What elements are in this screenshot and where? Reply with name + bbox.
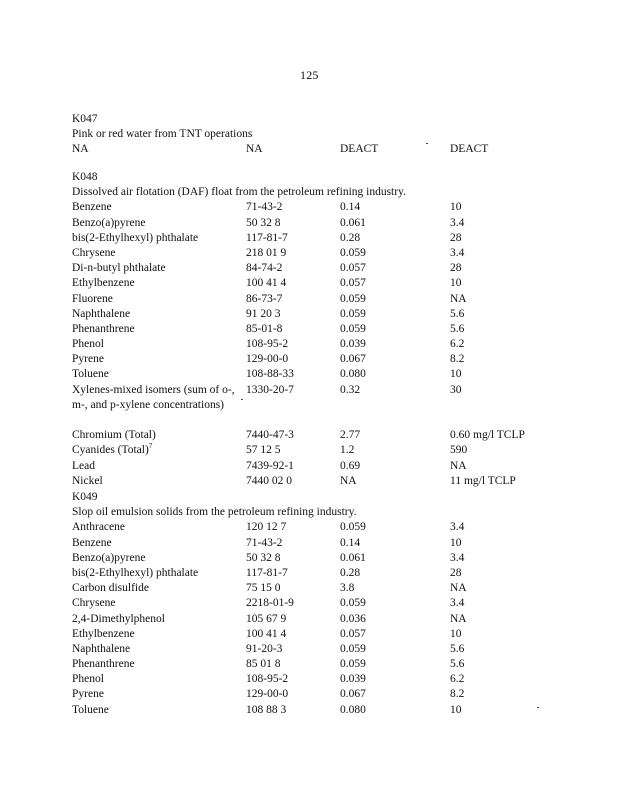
scan-speck [537, 707, 539, 708]
nonwastewater-standard: 10 [450, 368, 462, 381]
cas-number: 50 32 8 [246, 551, 281, 564]
nonwastewater-standard: 10 [450, 703, 462, 716]
cas-number: 57 12 5 [246, 444, 281, 457]
waste-section-k048 [72, 170, 552, 489]
wastewater-standard: 0.14 [340, 201, 361, 214]
wastewater-standard: NA [340, 474, 357, 487]
nonwastewater-standard: NA [450, 612, 467, 625]
constituent-name: Ethylbenzene [72, 627, 135, 640]
nonwastewater-standard: 5.6 [450, 307, 465, 320]
constituent-name: Naphthalene [72, 307, 131, 320]
nonwastewater-standard: 0.60 mg/l TCLP [450, 429, 525, 442]
table-row [72, 581, 552, 596]
table-row [72, 322, 552, 337]
constituent-name: Pyrene [72, 353, 104, 366]
waste-section-k047 [72, 112, 552, 158]
nonwastewater-standard: 28 [450, 231, 462, 244]
wastewater-standard: 0.059 [340, 642, 366, 655]
wastewater-standard: 0.067 [340, 353, 366, 366]
wastewater-standard: 0.69 [340, 459, 361, 472]
cas-number: 7440 02 0 [246, 474, 292, 487]
constituent-name: Benzo(a)pyrene [72, 216, 146, 229]
constituent-name: Carbon disulfide [72, 582, 149, 595]
constituent-name: Fluorene [72, 292, 113, 305]
scan-speck [426, 143, 428, 144]
nonwastewater-standard: NA [450, 459, 467, 472]
constituent-table [72, 200, 552, 489]
nonwastewater-standard: 10 [450, 201, 462, 214]
wastewater-standard: 0.059 [340, 521, 366, 534]
constituent-name: Naphthalene [72, 642, 131, 655]
constituent-name: bis(2-Ethylhexyl) phthalate [72, 566, 199, 579]
nonwastewater-standard: 6.2 [450, 673, 465, 686]
constituent-name: Toluene [72, 703, 109, 716]
constituent-name: Di-n-butyl phthalate [72, 262, 166, 275]
wastewater-standard: 0.067 [340, 688, 366, 701]
table-row [72, 443, 552, 458]
table-row [72, 337, 552, 352]
cas-number: 108 88 3 [246, 703, 287, 716]
cas-number: 117-81-7 [246, 231, 288, 244]
footnote-marker: 7 [148, 442, 153, 451]
table-row [72, 200, 552, 215]
constituent-name: Phenanthrene [72, 322, 135, 335]
nonwastewater-standard: 3.4 [450, 551, 465, 564]
constituent-table [72, 520, 552, 717]
table-row [72, 672, 552, 687]
table-row [72, 703, 552, 718]
nonwastewater-standard: 3.4 [450, 521, 465, 534]
cas-number: 117-81-7 [246, 566, 288, 579]
wastewater-standard: 0.061 [340, 551, 366, 564]
constituent-name: Benzene [72, 536, 112, 549]
nonwastewater-standard: 28 [450, 566, 462, 579]
wastewater-standard: 0.057 [340, 627, 366, 640]
table-row [72, 383, 552, 429]
cas-number: 86-73-7 [246, 292, 283, 305]
wastewater-standard: 0.059 [340, 658, 366, 671]
table-row [72, 657, 552, 672]
waste-code: K049 [72, 491, 98, 503]
cas-number: 91-20-3 [246, 642, 283, 655]
constituent-name: Chromium (Total) [72, 429, 156, 442]
table-row [72, 246, 552, 261]
constituent-name: Phenanthrene [72, 658, 135, 671]
wastewater-standard: 0.036 [340, 612, 366, 625]
nonwastewater-standard: 10 [450, 277, 462, 290]
nonwastewater-standard: 10 [450, 536, 462, 549]
wastewater-standard: 3.8 [340, 582, 355, 595]
wastewater-standard: 0.080 [340, 368, 366, 381]
waste-code: K048 [72, 171, 98, 183]
nonwastewater-standard: 11 mg/l TCLP [450, 474, 516, 487]
cas-number: 84-74-2 [246, 262, 283, 275]
cas-number: 1330-20-7 [246, 383, 294, 396]
table-row [72, 352, 552, 367]
cas-number: NA [246, 143, 263, 156]
wastewater-standard: 0.057 [340, 277, 366, 290]
table-row [72, 142, 552, 157]
table-row [72, 292, 552, 307]
wastewater-standard: 0.14 [340, 536, 361, 549]
cas-number: 50 32 8 [246, 216, 281, 229]
waste-code: K047 [72, 113, 98, 125]
nonwastewater-standard: 8.2 [450, 688, 465, 701]
constituent-name: Anthracene [72, 521, 125, 534]
table-row [72, 566, 552, 581]
cas-number: 108-95-2 [246, 338, 289, 351]
cas-number: 120 12 7 [246, 521, 287, 534]
constituent-name: Xylenes-mixed isomers (sum of o-, m-, and p-xylene concentrations) [72, 383, 235, 411]
nonwastewater-standard: 3.4 [450, 216, 465, 229]
waste-description: Pink or red water from TNT operations [72, 128, 253, 141]
cas-number: 129-00-0 [246, 688, 289, 701]
nonwastewater-standard: DEACT [450, 143, 489, 156]
table-row [72, 536, 552, 551]
nonwastewater-standard: 28 [450, 262, 462, 275]
constituent-name: Ethylbenzene [72, 277, 135, 290]
nonwastewater-standard: NA [450, 582, 467, 595]
cas-number: 85-01-8 [246, 322, 283, 335]
cas-number: 2218-01-9 [246, 597, 294, 610]
constituent-table [72, 142, 552, 157]
wastewater-standard: 0.061 [340, 216, 366, 229]
waste-description: Dissolved air flotation (DAF) float from the petroleum refining industry. [72, 186, 406, 199]
nonwastewater-standard: 30 [450, 383, 462, 396]
constituent-name: Cyanides (Total)$^7$ [72, 442, 153, 457]
nonwastewater-standard: 590 [450, 444, 468, 457]
wastewater-standard: 0.059 [340, 307, 366, 320]
nonwastewater-standard: 5.6 [450, 658, 465, 671]
constituent-name: NA [72, 143, 89, 156]
constituent-name: Toluene [72, 368, 109, 381]
nonwastewater-standard: 5.6 [450, 322, 465, 335]
nonwastewater-standard: 3.4 [450, 597, 465, 610]
wastewater-standard: DEACT [340, 143, 379, 156]
cas-number: 100 41 4 [246, 277, 287, 290]
table-row [72, 687, 552, 702]
cas-number: 71-43-2 [246, 201, 283, 214]
cas-number: 7440-47-3 [246, 429, 294, 442]
scan-speck [241, 399, 243, 400]
cas-number: 218 01 9 [246, 246, 287, 259]
wastewater-standard: 0.039 [340, 673, 366, 686]
cas-number: 129-00-0 [246, 353, 289, 366]
constituent-name: Benzo(a)pyrene [72, 551, 146, 564]
constituent-name: Chrysene [72, 597, 116, 610]
waste-section-k049 [72, 490, 552, 718]
wastewater-standard: 0.057 [340, 262, 366, 275]
constituent-name: Chrysene [72, 246, 116, 259]
constituent-name: Benzene [72, 201, 112, 214]
table-row [72, 276, 552, 291]
table-row [72, 307, 552, 322]
wastewater-standard: 0.28 [340, 566, 361, 579]
table-row [72, 474, 552, 489]
constituent-name: 2,4-Dimethylphenol [72, 612, 165, 625]
table-row [72, 459, 552, 474]
wastewater-standard: 0.28 [340, 231, 361, 244]
cas-number: 108-95-2 [246, 673, 289, 686]
table-row [72, 612, 552, 627]
page-number: 125 [300, 68, 319, 82]
table-row [72, 216, 552, 231]
table-row [72, 231, 552, 246]
wastewater-standard: 0.32 [340, 383, 361, 396]
cas-number: 91 20 3 [246, 307, 281, 320]
wastewater-standard: 0.080 [340, 703, 366, 716]
table-row [72, 367, 552, 382]
nonwastewater-standard: 5.6 [450, 642, 465, 655]
table-row [72, 551, 552, 566]
cas-number: 71-43-2 [246, 536, 283, 549]
cas-number: 100 41 4 [246, 627, 287, 640]
cas-number: 7439-92-1 [246, 459, 294, 472]
constituent-name: Phenol [72, 338, 104, 351]
wastewater-standard: 2.77 [340, 429, 361, 442]
nonwastewater-standard: 3.4 [450, 246, 465, 259]
wastewater-standard: 0.059 [340, 292, 366, 305]
wastewater-standard: 0.039 [340, 338, 366, 351]
constituent-name: bis(2-Ethylhexyl) phthalate [72, 231, 199, 244]
constituent-name: Lead [72, 459, 95, 472]
nonwastewater-standard: 8.2 [450, 353, 465, 366]
table-row [72, 642, 552, 657]
table-row [72, 261, 552, 276]
cas-number: 108-88-33 [246, 368, 294, 381]
wastewater-standard: 0.059 [340, 246, 366, 259]
wastewater-standard: 0.059 [340, 597, 366, 610]
table-row [72, 520, 552, 535]
constituent-name: Pyrene [72, 688, 104, 701]
constituent-name: Phenol [72, 673, 104, 686]
table-row [72, 627, 552, 642]
table-row [72, 596, 552, 611]
cas-number: 105 67 9 [246, 612, 287, 625]
table-row [72, 428, 552, 443]
wastewater-standard: 1.2 [340, 444, 355, 457]
constituent-name: Nickel [72, 474, 103, 487]
waste-description: Slop oil emulsion solids from the petroleum refining industry. [72, 506, 357, 519]
nonwastewater-standard: 6.2 [450, 338, 465, 351]
cas-number: 85 01 8 [246, 658, 281, 671]
wastewater-standard: 0.059 [340, 322, 366, 335]
nonwastewater-standard: 10 [450, 627, 462, 640]
nonwastewater-standard: NA [450, 292, 467, 305]
cas-number: 75 15 0 [246, 582, 281, 595]
